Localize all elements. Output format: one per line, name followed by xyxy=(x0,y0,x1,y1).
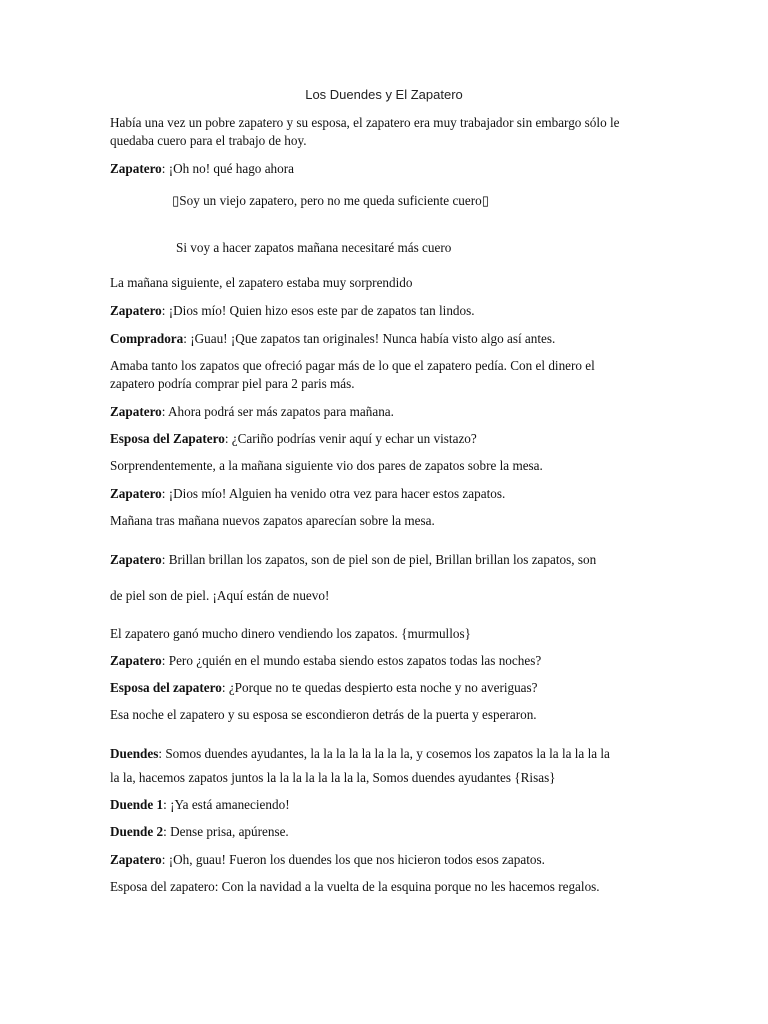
speaker-name: Duendes xyxy=(110,746,159,761)
song-text: Soy un viejo zapatero, pero no me queda suficiente cuero xyxy=(179,193,482,208)
dialogue-line xyxy=(110,485,670,502)
dialogue-continuation: la la, hacemos zapatos juntos la la la la la la la la, Somos duendes ayudantes {Risas} xyxy=(110,770,556,785)
speaker-name: Zapatero xyxy=(110,404,162,419)
dialogue-text: de piel son de piel. ¡Aquí están de nuevo! xyxy=(110,588,330,603)
paragraph-line: quedaba cuero para el trabajo de hoy. xyxy=(110,133,307,148)
speaker-name: Zapatero xyxy=(110,486,162,501)
dialogue-line xyxy=(110,851,670,868)
narration-line: El zapatero ganó mucho dinero vendiendo los zapatos. {murmullos} xyxy=(110,626,471,641)
dialogue-text: : ¡Dios mío! Alguien ha venido otra vez para hacer estos zapatos. xyxy=(161,486,506,501)
speaker-name: Zapatero xyxy=(110,852,162,867)
narration-line: La mañana siguiente, el zapatero estaba muy sorprendido xyxy=(110,275,413,290)
dialogue-continuation xyxy=(110,587,670,604)
dialogue-text: : ¡Oh no! qué hago ahora xyxy=(161,161,294,176)
speaker-name: Duende 1 xyxy=(110,797,164,812)
dialogue-text: : ¡Guau! ¡Que zapatos tan originales! Nunca había visto algo así antes. xyxy=(183,331,556,346)
dialogue-text: : ¿Cariño podrías venir aquí y echar un vistazo? xyxy=(224,431,477,446)
dialogue-line xyxy=(110,430,670,447)
dialogue-line xyxy=(110,745,670,762)
dialogue-text: : ¿Porque no te quedas despierto esta noche y no averiguas? xyxy=(221,680,538,695)
narration-line: Sorprendentemente, a la mañana siguiente vio dos pares de zapatos sobre la mesa. xyxy=(110,458,543,473)
dialogue-line xyxy=(110,403,670,420)
dialogue-text: : Somos duendes ayudantes, la la la la la la la la, y cosemos los zapatos la la la la la la xyxy=(158,746,610,761)
speaker-name: Compradora xyxy=(110,331,184,346)
speaker-name: Esposa del Zapatero xyxy=(110,431,225,446)
dialogue-line xyxy=(110,823,670,840)
dialogue-text: : Pero ¿quién en el mundo estaba siendo estos zapatos todas las noches? xyxy=(161,653,542,668)
dialogue-line xyxy=(110,652,670,669)
dialogue-line xyxy=(110,302,670,319)
narration-line: Esa noche el zapatero y su esposa se escondieron detrás de la puerta y esperaron. xyxy=(110,707,537,722)
dialogue-text: : Ahora podrá ser más zapatos para mañana. xyxy=(161,404,394,419)
missing-glyph-icon: ▯ xyxy=(172,193,180,208)
dialogue-text: : ¡Oh, guau! Fueron los duendes los que nos hicieron todos esos zapatos. xyxy=(161,852,545,867)
speaker-name: Duende 2 xyxy=(110,824,164,839)
dialogue-text: : ¡Ya está amaneciendo! xyxy=(163,797,290,812)
paragraph-line: Amaba tanto los zapatos que ofreció pagar más de lo que el zapatero pedía. Con el dinero el xyxy=(110,358,595,373)
missing-glyph-icon: ▯ xyxy=(481,193,490,208)
speaker-name: Zapatero xyxy=(110,552,162,567)
speaker-name: Zapatero xyxy=(110,653,162,668)
dialogue-text: : Brillan brillan los zapatos, son de piel son de piel, Brillan brillan los zapatos, son xyxy=(161,552,597,567)
speaker-name: Zapatero xyxy=(110,161,162,176)
speaker-name: Esposa del zapatero xyxy=(110,680,222,695)
dialogue-line xyxy=(110,330,670,347)
narration-line: Mañana tras mañana nuevos zapatos aparecían sobre la mesa. xyxy=(110,513,435,528)
narration-line: Esposa del zapatero: Con la navidad a la vuelta de la esquina porque no les hacemos regalos. xyxy=(110,879,600,894)
dialogue-line xyxy=(110,796,670,813)
dialogue-line xyxy=(110,679,670,696)
song-line: Si voy a hacer zapatos mañana necesitaré más cuero xyxy=(176,240,452,255)
speaker-name: Zapatero xyxy=(110,303,162,318)
document-title: Los Duendes y El Zapatero xyxy=(305,87,463,102)
dialogue-text: : Dense prisa, apúrense. xyxy=(163,824,289,839)
dialogue-line xyxy=(110,160,670,177)
paragraph-line: zapatero podría comprar piel para 2 paris más. xyxy=(110,376,355,391)
dialogue-text: : ¡Dios mío! Quien hizo esos este par de zapatos tan lindos. xyxy=(161,303,475,318)
song-line xyxy=(172,192,732,209)
paragraph-line: Había una vez un pobre zapatero y su esposa, el zapatero era muy trabajador sin embargo sólo le xyxy=(110,115,620,130)
dialogue-line xyxy=(110,551,670,568)
